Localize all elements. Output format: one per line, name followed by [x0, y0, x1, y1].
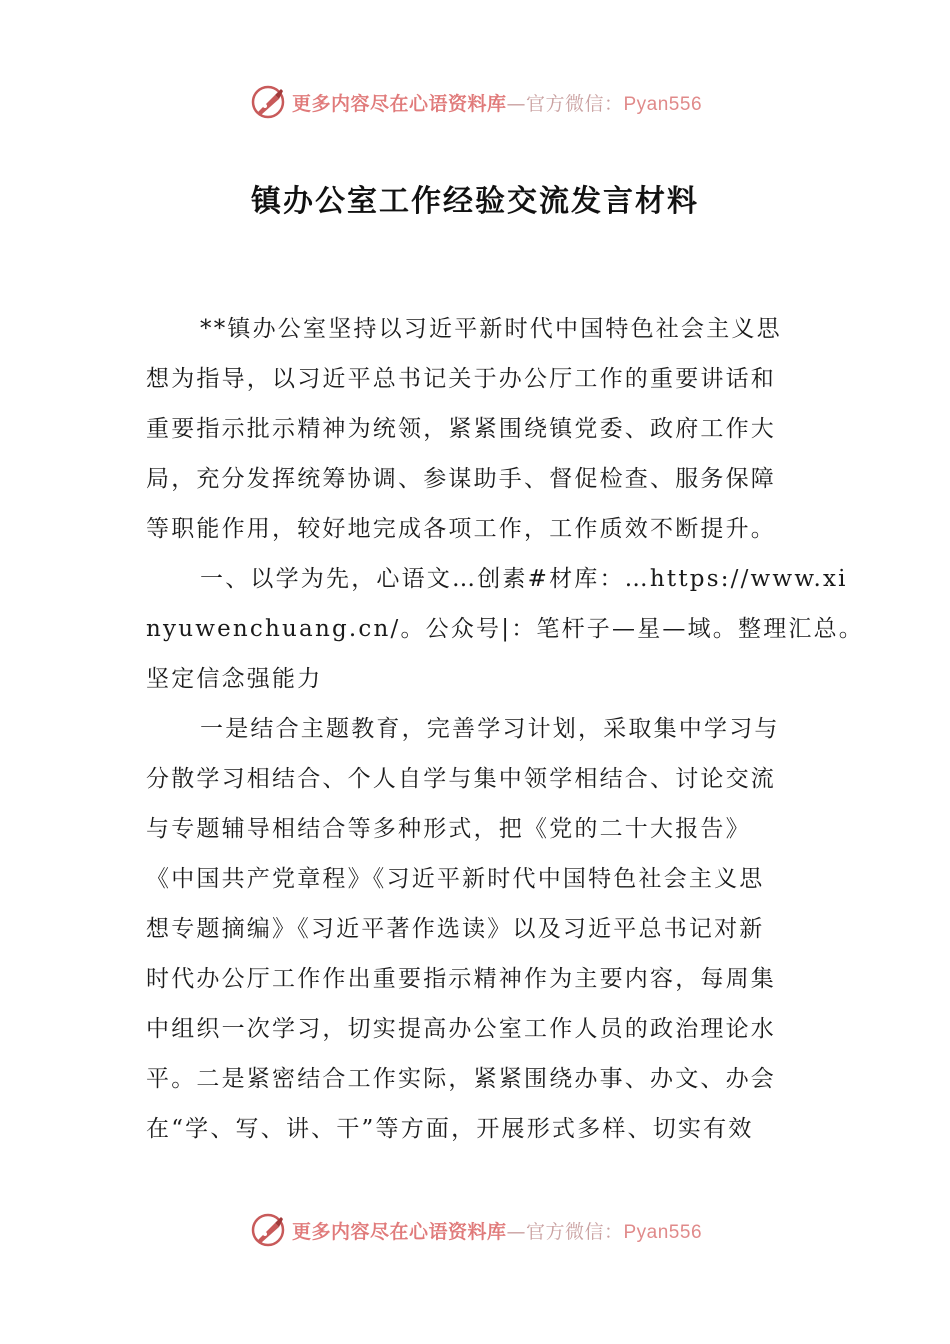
footer-watermark: [0, 1210, 950, 1250]
body-line: 与专题辅导相结合等多种形式，把《党的二十大报告》: [146, 816, 751, 842]
watermark-wechat-label: —官方微信：: [506, 92, 624, 115]
document-body: [146, 304, 864, 1154]
watermark-wechat-id: Pyan556: [623, 1221, 703, 1243]
watermark-wechat-id: Pyan556: [623, 93, 703, 115]
body-line: 一是结合主题教育，完善学习计划，采取集中学习与: [200, 716, 780, 742]
body-line: 平。二是紧密结合工作实际，紧紧围绕办事、办文、办会: [146, 1066, 776, 1092]
body-line: 《中国共产党章程》《习近平新时代中国特色社会主义思: [146, 866, 765, 892]
body-line: 想为指导，以习近平总书记关于办公厅工作的重要讲话和: [146, 366, 776, 392]
body-line: 时代办公厅工作作出重要指示精神作为主要内容，每周集: [146, 966, 776, 992]
watermark-text: [292, 1217, 702, 1244]
body-line: 在“学、写、讲、干”等方面，开展形式多样、切实有效: [146, 1116, 754, 1142]
watermark-site-name: 更多内容尽在心语资料库: [291, 92, 507, 115]
watermark-site-name: 更多内容尽在心语资料库: [291, 1220, 507, 1243]
pen-nib-logo-icon: [248, 82, 288, 122]
body-line: 想专题摘编》《习近平著作选读》以及习近平总书记对新: [146, 916, 765, 942]
body-line: 局，充分发挥统筹协调、参谋助手、督促检查、服务保障: [146, 466, 776, 492]
body-line: 等职能作用，较好地完成各项工作，工作质效不断提升。: [146, 516, 776, 542]
watermark-wechat-label: —官方微信：: [506, 1220, 624, 1243]
body-line: 中组织一次学习，切实提高办公室工作人员的政治理论水: [146, 1016, 776, 1042]
document-title: 镇办公室工作经验交流发言材料: [251, 184, 699, 219]
body-line: nyuwenchuang.cn/。公众号|：笔杆子—星—域。整理汇总。: [146, 616, 864, 642]
body-line: 坚定信念强能力: [146, 666, 323, 692]
body-line: 分散学习相结合、个人自学与集中领学相结合、讨论交流: [146, 766, 776, 792]
body-line: 一、以学为先，心语文…创素#材库：…https://www.xi: [200, 566, 848, 592]
body-line: 重要指示批示精神为统领，紧紧围绕镇党委、政府工作大: [146, 416, 776, 442]
body-line: **镇办公室坚持以习近平新时代中国特色社会主义思: [200, 316, 782, 342]
header-watermark: [0, 82, 950, 122]
pen-nib-logo-icon: [248, 1210, 288, 1250]
watermark-text: [292, 89, 702, 116]
